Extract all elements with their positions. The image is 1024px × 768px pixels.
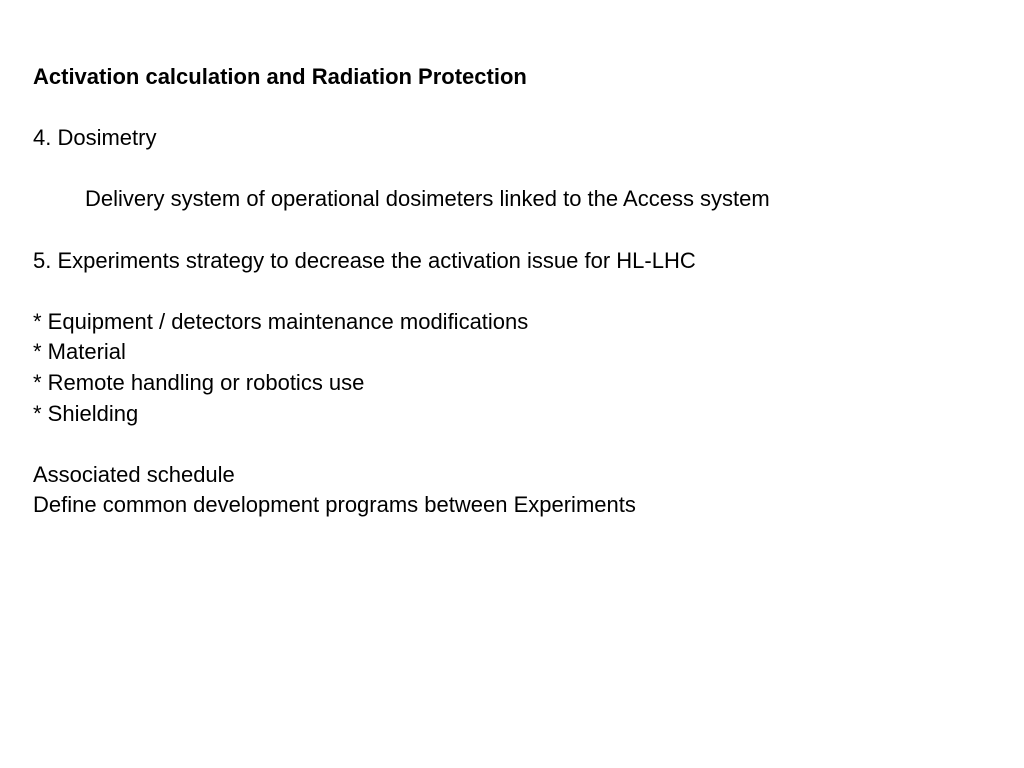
spacer xyxy=(33,276,1024,307)
common-programs-text: Define common development programs between Experiments xyxy=(33,492,636,518)
spacer xyxy=(33,93,1024,124)
list-item: * Remote handling or robotics use xyxy=(33,369,365,395)
spacer xyxy=(33,429,1024,460)
slide-title: Activation calculation and Radiation Protection xyxy=(33,64,527,89)
section-heading-experiments-strategy: 5. Experiments strategy to decrease the activation issue for HL-LHC xyxy=(33,247,696,273)
list-item: * Shielding xyxy=(33,400,139,426)
list-item: * Material xyxy=(33,339,126,365)
associated-schedule-text: Associated schedule xyxy=(33,461,235,487)
strategy-bullet-list xyxy=(33,307,1024,429)
dosimetry-text: Delivery system of operational dosimeters linked to the Access system xyxy=(85,186,770,212)
list-item: * Equipment / detectors maintenance modifications xyxy=(33,308,529,334)
spacer xyxy=(33,215,1024,246)
spacer xyxy=(33,154,1024,185)
section-heading-dosimetry: 4. Dosimetry xyxy=(33,125,157,151)
